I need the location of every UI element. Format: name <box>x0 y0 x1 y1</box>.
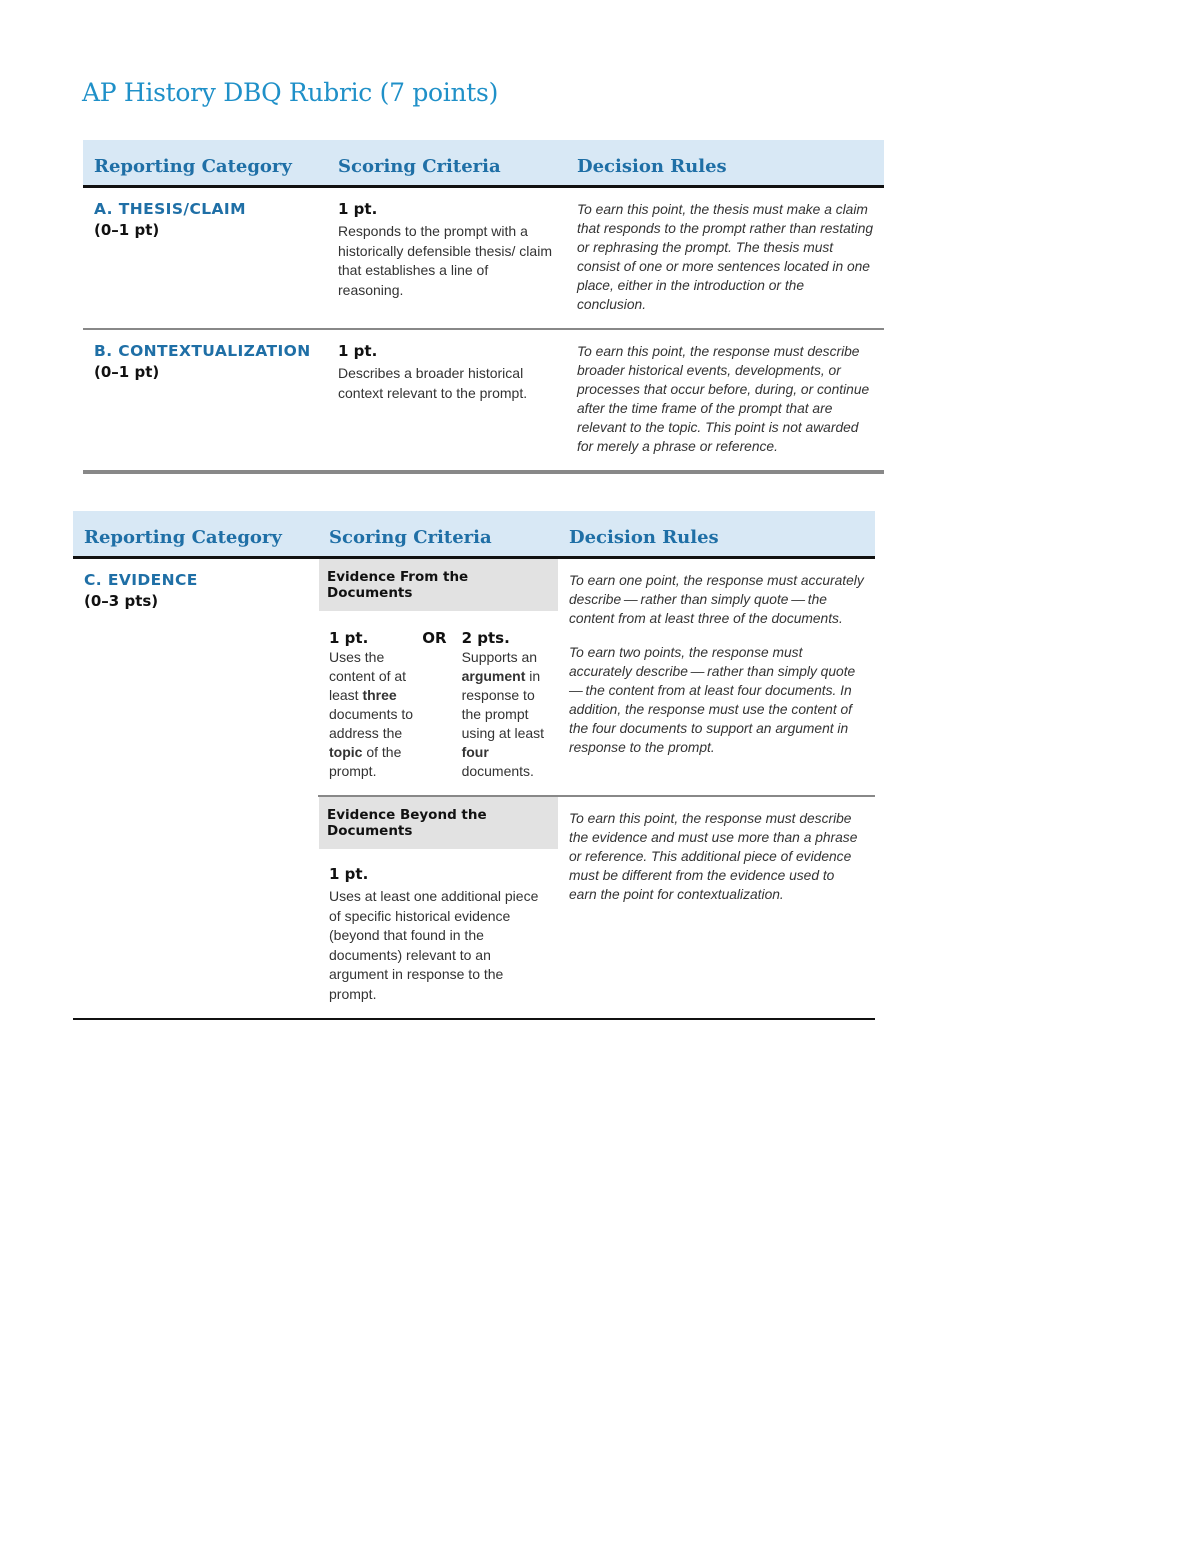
option-emphasis: argument <box>461 668 526 684</box>
or-separator: OR <box>422 629 447 647</box>
category-points: (0–3 pts) <box>84 592 159 610</box>
evidence-documents-heading: Evidence From the Documents <box>319 559 558 611</box>
criteria-cell <box>318 558 558 797</box>
criteria-points: 1 pt. <box>338 342 378 360</box>
criteria-text: Responds to the prompt with a historically defensible thesis/ claim that establishes a line of reasoning. <box>338 223 552 298</box>
option-text: of the prompt. <box>329 744 402 779</box>
criteria-cell <box>318 796 558 1019</box>
option-emphasis: four <box>461 744 489 760</box>
header-scoring-criteria: Scoring Criteria <box>318 511 558 558</box>
header-reporting-category: Reporting Category <box>83 140 327 187</box>
decision-rule-cell <box>558 796 875 1019</box>
table-row-contextualization <box>83 329 884 472</box>
criteria-text: Describes a broader historical context relevant to the prompt. <box>338 365 528 401</box>
criteria-cell <box>327 329 566 472</box>
criteria-points: 1 pt. <box>338 200 378 218</box>
header-reporting-category: Reporting Category <box>73 511 318 558</box>
decision-rule-text: To earn this point, the response must describe the evidence and must use more than a phrase or reference. This additional piece of evidence must be different from the evidence used to earn the point for contextualization. <box>569 811 858 902</box>
decision-rule-text: To earn two points, the response must accurately describe — rather than simply quote — the content from at least four documents. In addition, the response must use the content of the four documents to support an argument in response to the prompt. <box>569 645 858 755</box>
decision-rule-text: To earn one point, the response must accurately describe — rather than simply quote — the content from at least three of the documents. <box>569 573 864 626</box>
category-cell <box>83 329 327 472</box>
option-text: in response to the prompt using at least <box>461 668 545 741</box>
category-name: C. EVIDENCE <box>84 571 198 589</box>
criteria-text: Uses at least one additional piece of specific historical evidence (beyond that found in the documents) relevant to an argument in response to the prompt. <box>329 888 539 1002</box>
category-cell <box>73 558 318 1020</box>
category-name: B. CONTEXTUALIZATION <box>94 342 311 360</box>
option-text: documents to address the <box>329 706 414 741</box>
header-scoring-criteria: Scoring Criteria <box>327 140 566 187</box>
category-name: A. THESIS/CLAIM <box>94 200 246 218</box>
table-row-thesis <box>83 187 884 330</box>
decision-rule-text: To earn this point, the response must describe broader historical events, developments, or processes that occur before, during, or continue after the time frame of the prompt that are relevant to the topic. This point is not awarded for merely a phrase or reference. <box>577 344 870 454</box>
option-one-point <box>329 629 422 781</box>
option-two-points <box>462 629 548 781</box>
table-row-evidence-documents <box>73 558 875 797</box>
decision-rule-cell <box>558 558 875 797</box>
evidence-options <box>329 629 548 781</box>
option-points: 1 pt. <box>329 629 369 647</box>
page-title: AP History DBQ Rubric (7 points) <box>82 78 499 107</box>
option-emphasis: three <box>362 687 397 703</box>
decision-rule-cell <box>566 187 884 330</box>
rubric-table-thesis-context <box>83 140 884 474</box>
option-points: 2 pts. <box>461 629 510 647</box>
decision-rule-text: To earn this point, the thesis must make a claim that responds to the prompt rather than restating or rephrasing the prompt. The thesis must consist of one or more sentences located in one place, either in the introduction or the conclusion. <box>577 202 874 312</box>
evidence-beyond-heading: Evidence Beyond the Documents <box>319 797 558 849</box>
criteria-cell <box>327 187 566 330</box>
decision-rule-cell <box>566 329 884 472</box>
table-header-row <box>83 140 884 187</box>
criteria-points: 1 pt. <box>329 865 369 883</box>
rubric-table-evidence <box>73 511 875 1020</box>
category-points: (0–1 pt) <box>94 221 160 239</box>
category-points: (0–1 pt) <box>94 363 160 381</box>
header-decision-rules: Decision Rules <box>558 511 875 558</box>
category-cell <box>83 187 327 330</box>
option-text: documents. <box>461 763 534 779</box>
header-decision-rules: Decision Rules <box>566 140 884 187</box>
option-text: Uses the content of at least <box>329 649 407 703</box>
table-header-row <box>73 511 875 558</box>
option-emphasis: topic <box>329 744 363 760</box>
option-text: Supports an <box>461 649 538 665</box>
